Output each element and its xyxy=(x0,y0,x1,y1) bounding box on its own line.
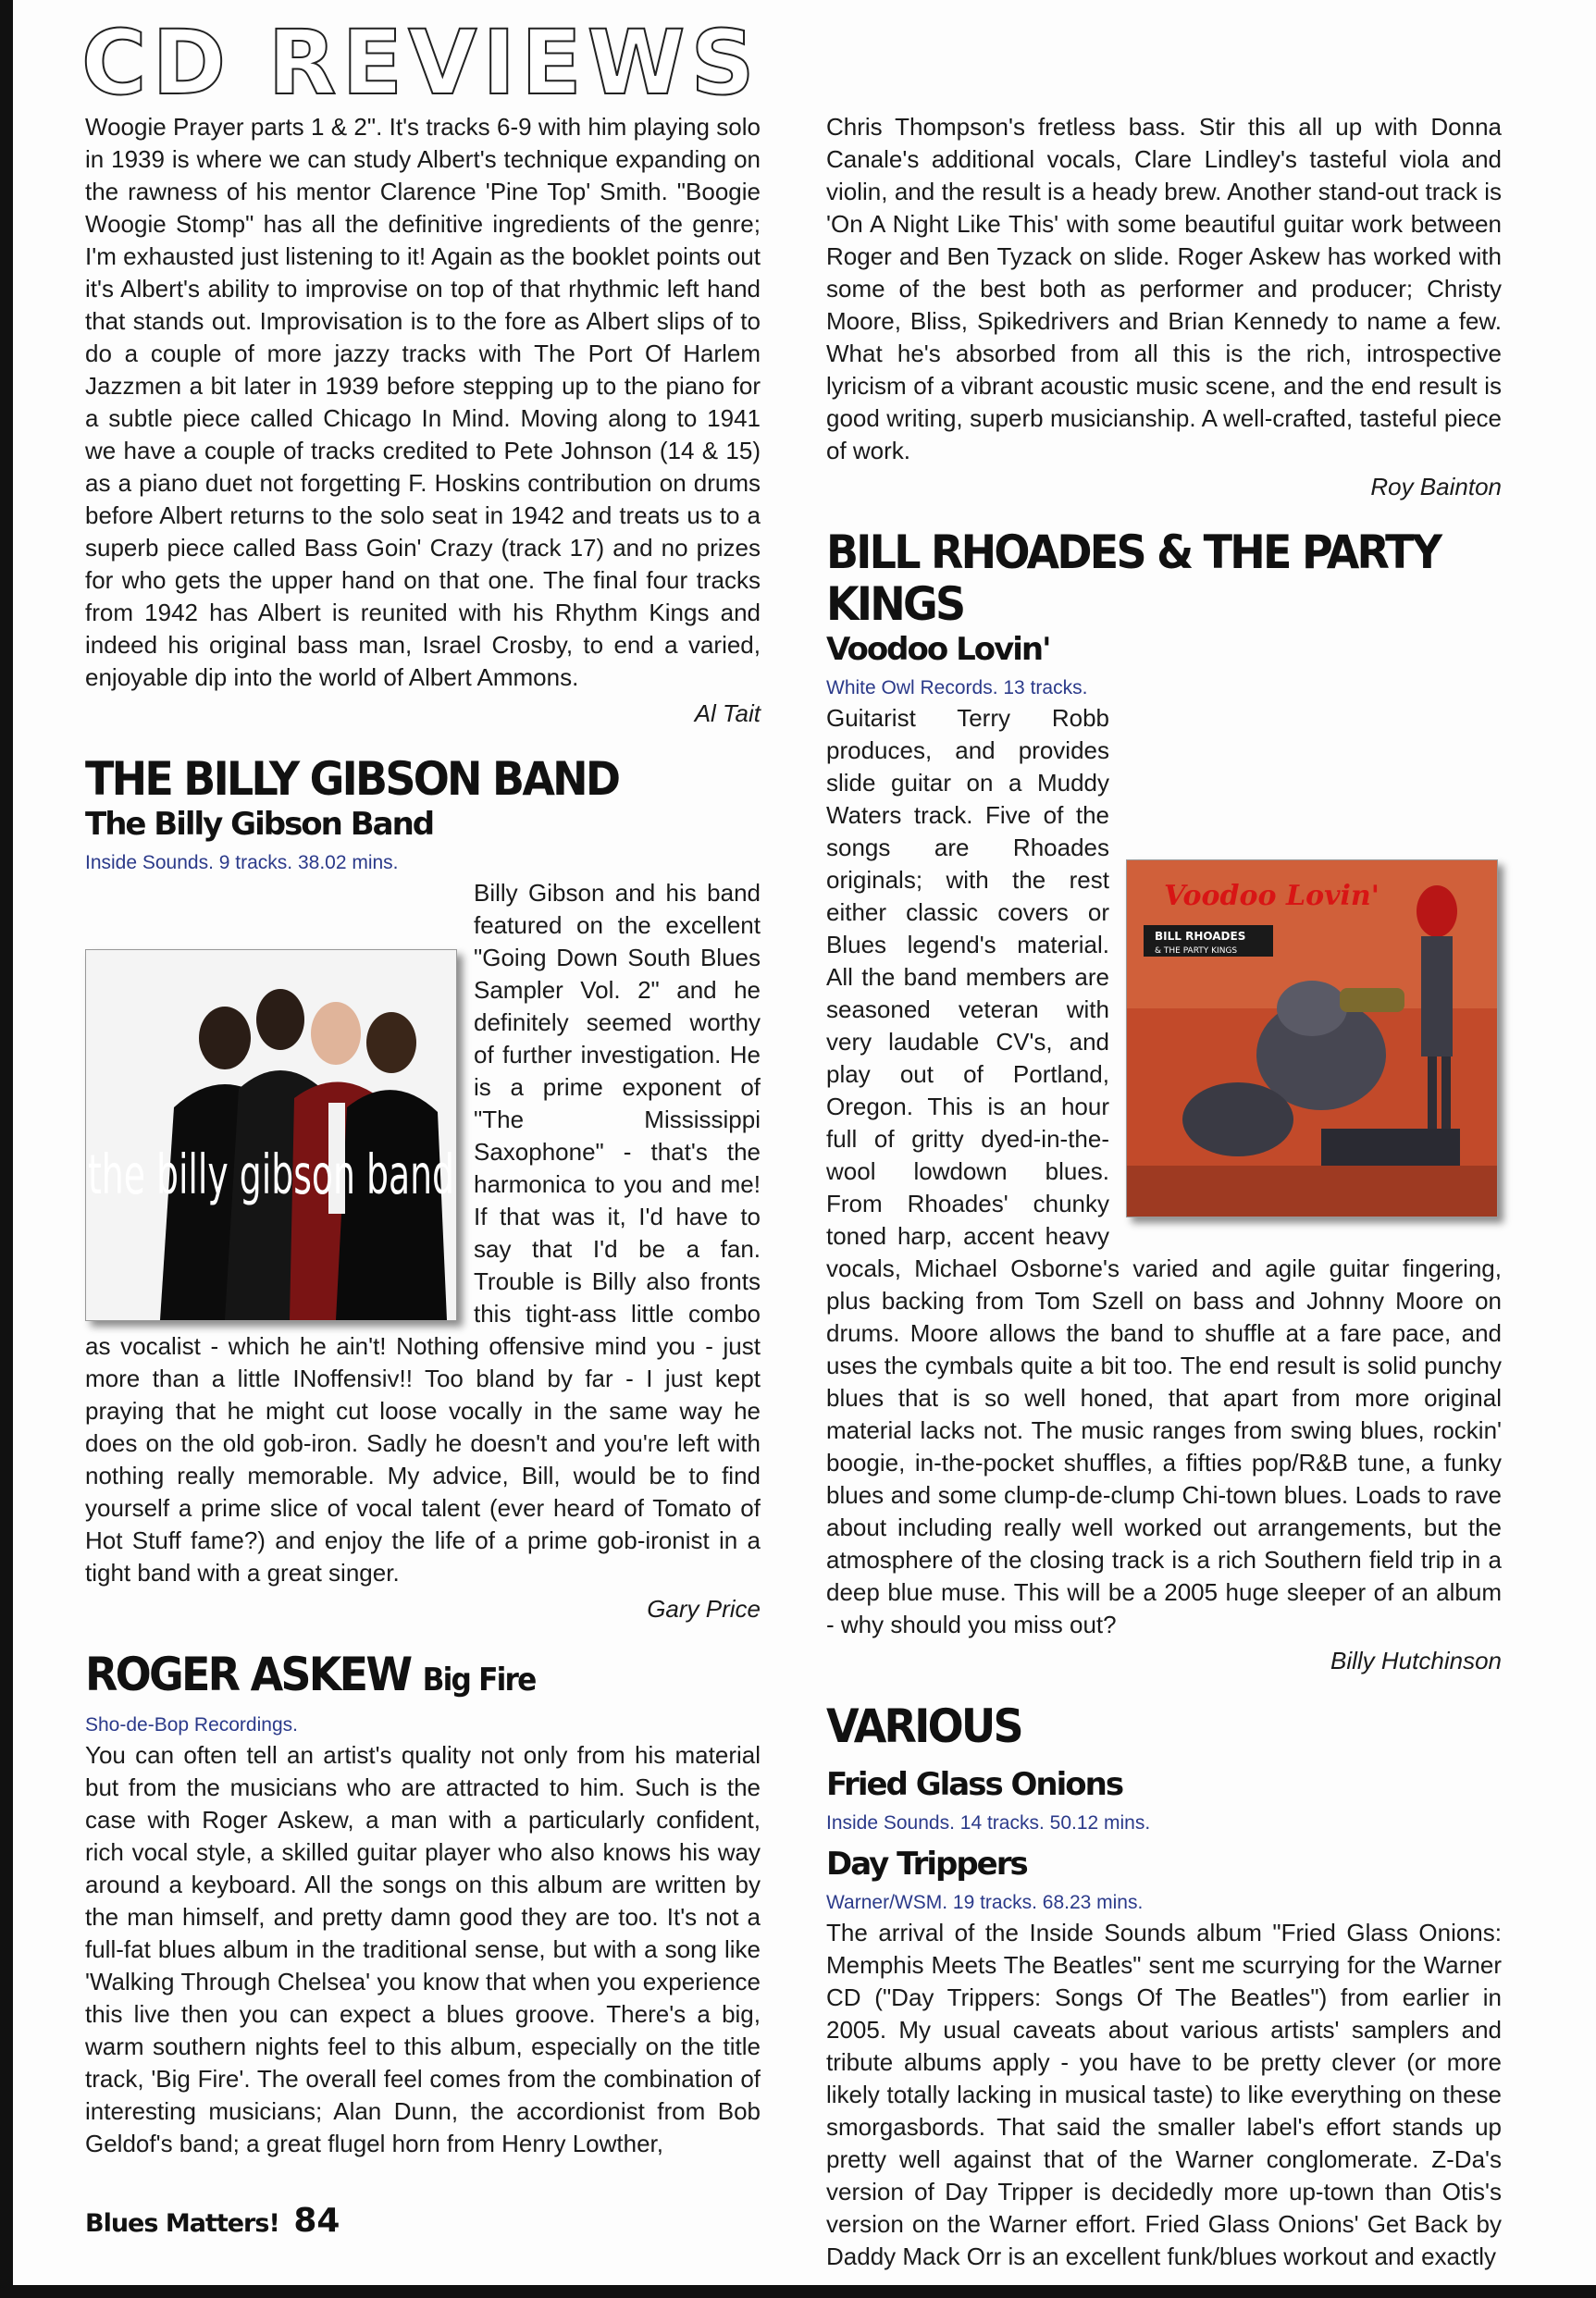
roger-askew-review-text-cont: Chris Thompson's fretless bass. Stir this all up with Donna Canale's additional vocals, Clare Lindley's tasteful viola and violin, and the result is a heady brew. Another stand-out track is 'On A Night Like This' with some beautiful guitar work between Roger and Ben Tyzack on slide. Roger Askew has worked with some of the best both as performer and producer; Christy Moore, Bliss, Spikedrivers and Brian Kennedy to name a few. What he's absorbed from all this is the rich, introspective lyricism of a vibrant acoustic music scene, and the end result is good writing, superb musicianship. A well-crafted, tasteful piece of work. xyxy=(826,113,1502,464)
various-artist: VARIOUS xyxy=(826,1699,1021,1753)
bill-rhoades-cover-image xyxy=(1126,859,1498,1217)
various-album-1: Fried Glass Onions xyxy=(826,1766,1123,1803)
section-header: CD REVIEWS xyxy=(81,11,761,115)
roger-askew-heading xyxy=(85,1649,707,1706)
billy-gibson-artist: THE BILLY GIBSON BAND xyxy=(85,752,619,806)
bill-rhoades-album: Voodoo Lovin' xyxy=(826,631,1050,668)
roger-askew-label: Sho-de-Bop Recordings. xyxy=(85,1714,298,1736)
page-edge-bottom xyxy=(0,2285,1596,2298)
page-edge-left xyxy=(0,0,13,2298)
bill-rhoades-reviewer: Billy Hutchinson xyxy=(1330,1647,1502,1674)
bill-rhoades-cover-artist-2: & THE PARTY KINGS xyxy=(1155,946,1238,956)
roger-askew-review-text: You can often tell an artist's quality not only from his material but from the musicians who are attracted to him. Such is the case with Roger Askew, a man with a particularly confident, rich vocal style, a skilled guitar player who also knows his way around a keyboard. All the songs on this album are written by the man himself, and pretty damn good they are too. It's not a full-fat blues album in the traditional sense, but with a song like 'Walking Through Chelsea' you know that when you experience this live then you can expect a blues groove. There's a big, warm southern nights feel to this album, especially on the title track, 'Big Fire'. The overall feel comes from the combination of interesting musicians; Alan Dunn, the accordionist from Bob Geldof's band; a great flugel horn from Henry Lowther, xyxy=(85,1741,761,2157)
bill-rhoades-review-text: Guitarist Terry Robb produces, and provides slide guitar on a Muddy Waters track. Five of the songs are Rhoades originals; with the rest either classic covers or Blues legend's material. All the band members are seasoned veteran with very laudable CV's, and play out of Portland, Oregon. This is an hour full of gritty dyed-in-the-wool lowdown blues. From Rhoades' chunky toned harp, accent heavy vocals, Michael Osborne's varied and agile guitar fingering, plus backing from Tom Szell on bass and Johnny Moore on drums. Moore allows the band to shuffle at a fare pace, and uses the cymbals quite a bit too. The end result is solid punchy blues that is so well honed, that apart from more original material lacks not. The music ranges from swing blues, rockin' boogie, in-the-pocket shuffles, a fifties pop/R&B tune, a funky blues and some clump-de-clump Chi-town blues. Loads to rave about including really well worked out arrangements, but the atmosphere of the closing track is a rich Southern field trip in a deep blue muse. This will be a 2005 huge sleeper of an album - why should you miss out? xyxy=(826,704,1502,1638)
billy-gibson-cover-image xyxy=(85,949,457,1321)
bill-rhoades-artist: BILL RHOADES & THE PARTY KINGS xyxy=(826,525,1441,631)
bill-rhoades-review-body xyxy=(826,702,1502,1641)
roger-askew-artist: ROGER ASKEW xyxy=(85,1648,411,1701)
various-label-2: Warner/WSM. 19 tracks. 68.23 mins. xyxy=(826,1892,1144,1913)
various-review-text: The arrival of the Inside Sounds album "Fried Glass Onions: Memphis Meets The Beatles" sent me scurrying for the Warner CD ("Day Trippers: Songs Of The Beatles") from earlier in 2005. My usual caveats about various artists' samplers and tribute albums apply - you have to be pretty clever (or more likely totally lacking in musical taste) to like everything on these smorgasbords. That said the smaller label's effort stands up pretty well against that of the Warner conglomerate. Z-Da's version of Day Tripper is decidedly more up-town than Otis's version on the Warner effort. Fried Glass Onions' Get Back by Daddy Mack Orr is an excellent funk/blues workout and exactly xyxy=(826,1919,1502,2270)
billy-gibson-review-text: Billy Gibson and his band featured on the excellent "Going Down South Blues Sampler Vol. 2" and he definitely seemed worthy of further investigation. He is a prime exponent of "The Mississippi Saxophone" - that's the harmonica to you and me! If that was it, I'd have to say that I'd be a fan. Trouble is Billy also fronts this tight-ass little combo as vocalist - which he ain't! Nothing offensive mind you - just more than a little INoffensiv!! Too bland by far - I just kept praying that he might cut loose vocally in the same way he does on the old gob-iron. Sadly he doesn't and you're left with nothing really memorable. My advice, Bill, would be to find yourself a prime slice of vocal talent (ever heard of Tomato of Hot Stuff fame?) and enjoy the life of a prime gob-ironist in a tight band with a great singer. xyxy=(85,879,761,1587)
bill-rhoades-cover-artist-1: BILL RHOADES xyxy=(1155,930,1246,943)
magazine-name: Blues Matters! xyxy=(85,2209,279,2238)
bill-rhoades-label: White Owl Records. 13 tracks. xyxy=(826,677,1088,698)
various-label-1: Inside Sounds. 14 tracks. 50.12 mins. xyxy=(826,1812,1151,1834)
intro-review-text: Woogie Prayer parts 1 & 2". It's tracks 6-9 with him playing solo in 1939 is where we can study Albert's technique expanding on the rawness of his mentor Clarence 'Pine Top' Smith. "Boogie Woogie Stomp" has all the definitive ingredients of the genre; I'm exhausted just listening to it! Again as the booklet points out it's Albert's ability to improvise on top of that rhythmic left hand that stands out. Improvisation is to the fore as Albert slips of to do a couple of more jazzy tracks with The Port Of Harlem Jazzmen a bit later in 1939 before stepping up to the piano for a subtle piece called Chicago In Mind. Moving along to 1941 we have a couple of tracks credited to Pete Johnson (14 & 15) as a piano duet not forgetting F. Hoskins contribution on drums before Albert returns to the solo seat in 1942 and treats us to a superb piece called Bass Goin' Crazy (track 17) and no prizes for who gets the upper hand on that one. The final four tracks from 1942 has Albert is reunited with his Rhythm Kings and indeed his original bass man, Israel Crosby, to end a varied, enjoyable dip into the world of Albert Ammons. xyxy=(85,113,761,691)
bill-rhoades-cover-title: Voodoo Lovin' xyxy=(1164,880,1379,912)
billy-gibson-reviewer: Gary Price xyxy=(647,1595,761,1623)
intro-review-reviewer: Al Tait xyxy=(694,699,761,727)
right-column xyxy=(826,111,1502,2273)
billy-gibson-cover-text: the billy gibson band xyxy=(87,1144,455,1208)
billy-gibson-album: The Billy Gibson Band xyxy=(85,806,434,843)
page-footer xyxy=(85,2202,340,2240)
billy-gibson-label: Inside Sounds. 9 tracks. 38.02 mins. xyxy=(85,852,399,873)
left-column xyxy=(85,111,761,2160)
roger-askew-album: Big Fire xyxy=(422,1662,536,1699)
page-number: 84 xyxy=(293,2202,340,2240)
billy-gibson-review-body xyxy=(85,877,761,1589)
various-album-2: Day Trippers xyxy=(826,1846,1027,1883)
roger-askew-reviewer: Roy Bainton xyxy=(1370,473,1502,500)
